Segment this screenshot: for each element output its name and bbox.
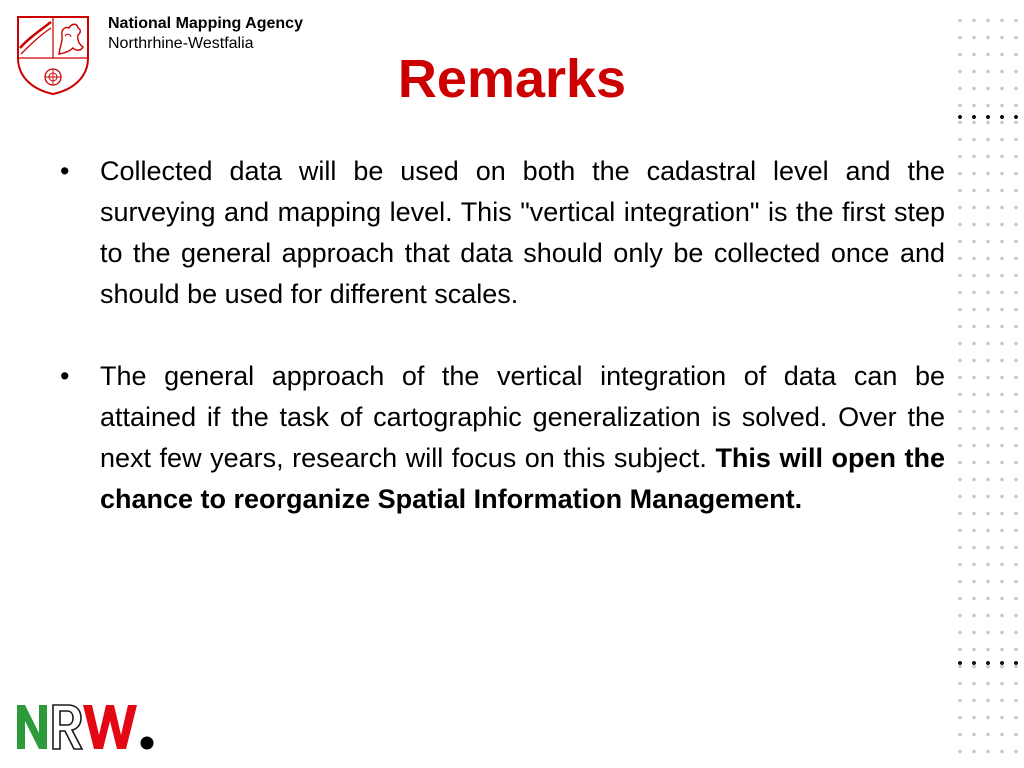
agency-name: National Mapping Agency [108,15,303,32]
nrw-logo-icon [15,699,157,753]
agency-header [108,16,303,53]
agency-region: Northrhine-Westfalia [108,34,254,52]
bullet-list [60,151,945,520]
bullet-item-2 [60,356,945,520]
bullet-item-1 [60,151,945,315]
decorative-dot-row-top [952,113,1018,121]
bullet-bold-text: This will open the chance to reorganize Spatial Information Management. [100,443,945,514]
decorative-dot-grid [952,12,1018,758]
decorative-dot-row-bottom [952,659,1018,667]
slide-title: Remarks [397,49,627,109]
bullet-text: Collected data will be used on both the cadastral level and the surveying and mapping level. This "vertical integration" is the first step to the general approach that data should only be collected once and should be used for different scales. [100,156,945,309]
bullet-text: The general approach of the vertical integration of data can be attained if the task of cartographic generalization is solved. Over the next few years, research will focus on this subject. [100,361,945,473]
bullet-marker: • [60,156,70,186]
bullet-marker: • [60,361,70,391]
